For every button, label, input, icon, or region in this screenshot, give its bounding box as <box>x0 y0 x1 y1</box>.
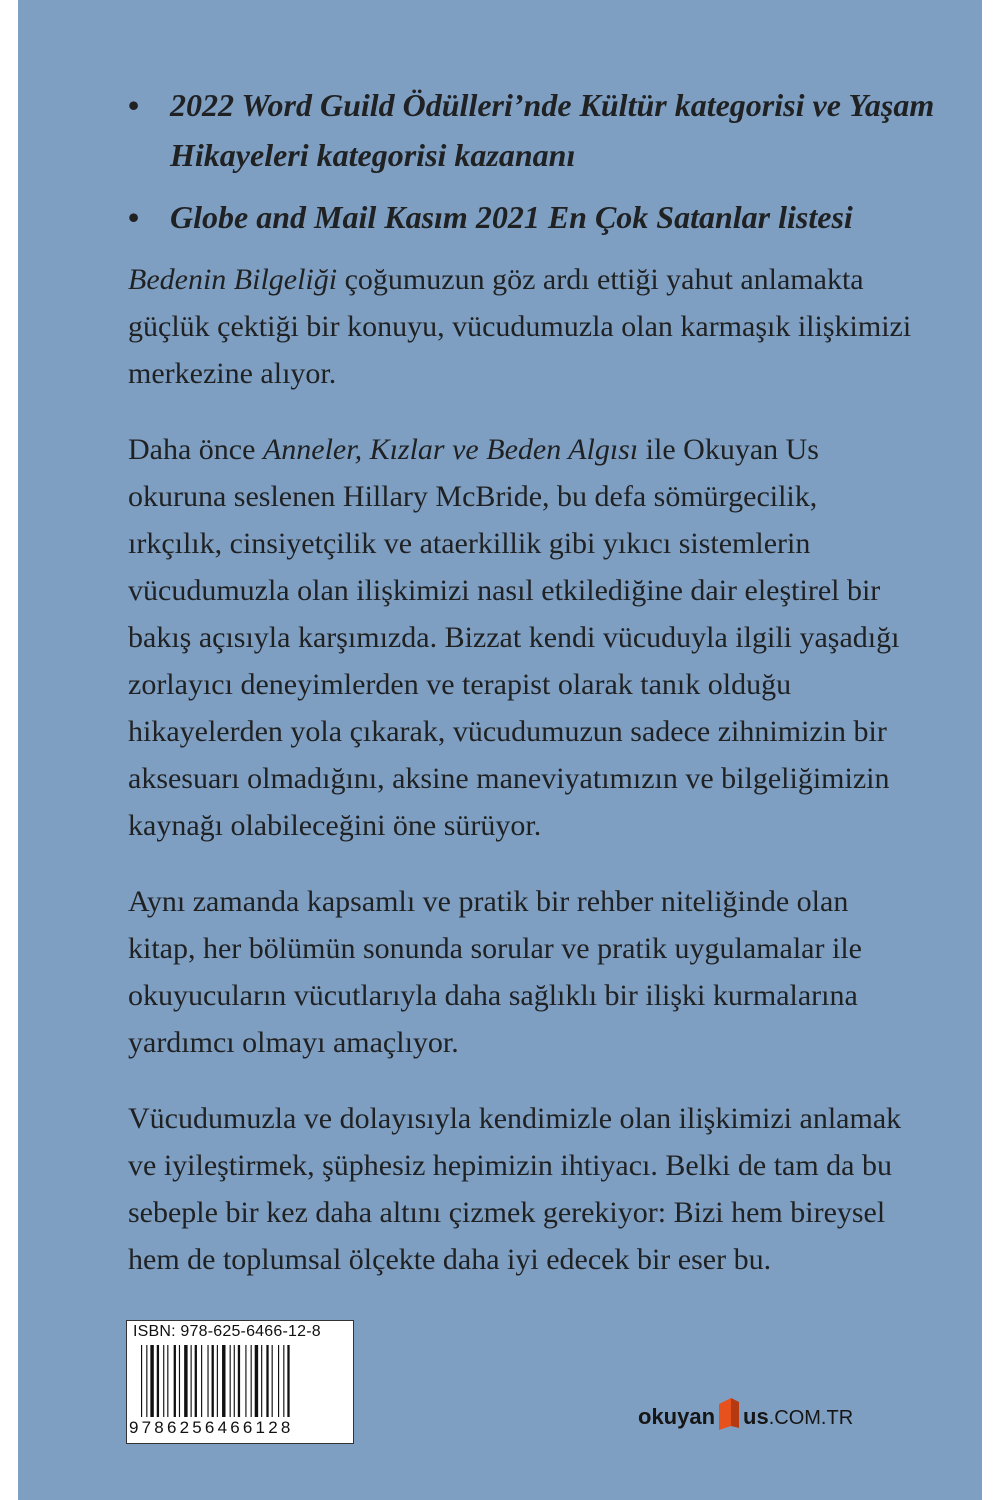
barcode-bar <box>255 1345 258 1417</box>
paragraph-2-lead: Daha önce <box>128 433 263 466</box>
barcode-bar <box>245 1345 246 1417</box>
barcode-bar <box>207 1345 208 1417</box>
barcode-bar <box>266 1345 268 1417</box>
award-text: 2022 Word Guild Ödülleri’nde Kültür kategorisi ve Yaşam Hikayeleri kategorisi kazananı <box>170 87 935 173</box>
publisher-domain: .COM.TR <box>768 1407 854 1429</box>
barcode-bar <box>238 1345 240 1417</box>
paragraph-2 <box>128 426 918 849</box>
barcode-bar <box>163 1345 164 1417</box>
barcode-bar <box>261 1345 262 1417</box>
book-title: Bedenin Bilgeliği <box>128 263 338 296</box>
barcode-bar <box>251 1345 252 1417</box>
award-item <box>128 192 948 242</box>
barcode-bar <box>283 1345 284 1417</box>
barcode-bar <box>146 1345 147 1417</box>
publisher-name-part1: okuyan <box>638 1404 716 1429</box>
paragraph-3: Aynı zamanda kapsamlı ve pratik bir rehber niteliğinde olan kitap, her bölümün sonunda sorular ve pratik uygulamalar ile okuyucuların vücutlarıyla daha sağlıklı bir ilişki kurmalarına yardımcı olmayı amaçlıyor. <box>128 885 862 1059</box>
barcode-bar <box>195 1345 197 1417</box>
barcode-bar <box>174 1345 176 1417</box>
bullet-marker: • <box>128 87 140 123</box>
barcode-bar <box>191 1345 192 1417</box>
previous-book-title: Anneler, Kızlar ve Beden Algısı <box>262 433 639 466</box>
barcode-bar <box>157 1345 159 1417</box>
paragraph-4: Vücudumuzla ve dolayısıyla kendimizle olan ilişkimizi anlamak ve iyileştirmek, şüphesiz hepimizin ihtiyacı. Belki de tam da bu sebeple bir kez daha altını çizmek gerekiyor: Bizi hem bireysel hem de toplumsal ölçekte daha iyi edecek bir eser bu. <box>128 1102 902 1276</box>
award-item <box>128 80 948 180</box>
barcode-bar <box>222 1345 225 1417</box>
barcode-bar <box>217 1345 218 1417</box>
barcode-bar <box>201 1345 202 1417</box>
book-mark-icon <box>717 1396 741 1430</box>
blurb <box>128 256 918 1312</box>
barcode-bar <box>230 1345 231 1417</box>
publisher-logo <box>638 1390 853 1430</box>
award-list <box>128 80 948 254</box>
paragraph-1-text: çoğumuzun göz ardı ettiği yahut anlamakta güçlük çektiği bir konuyu, vücudumuzla olan karmaşık ilişkimizi merkezine alıyor. <box>128 263 912 390</box>
barcode-bar <box>234 1345 235 1417</box>
barcode-bar <box>141 1345 142 1417</box>
barcode-bar <box>179 1345 180 1417</box>
publisher-name-part2: us <box>743 1404 769 1429</box>
paragraph-2-text: ile Okuyan Us okuruna seslenen Hillary McBride, bu defa sömürgecilik, ırkçılık, cinsiyetçilik ve ataerkillik gibi yıkıcı sistemlerin vücudumuzla olan ilişkimizi nasıl etkilediğine dair eleştirel bir bakış açısıyla karşımızda. Bizzat kendi vücuduyla ilgili yaşadığı zorlayıcı deneyimlerden ve terapist olarak tanık olduğu hikayelerden yola çıkarak, vücudumuzun sadece zihnimizin bir aksesuarı olmadığını, aksine maneviyatımızın ve bilgeliğimizin kaynağı olabileceğini öne sürüyor. <box>128 433 900 842</box>
back-cover <box>18 0 982 1500</box>
isbn-barcode <box>126 1320 354 1444</box>
barcode-bar <box>272 1345 273 1417</box>
award-text: Globe and Mail Kasım 2021 En Çok Satanlar listesi <box>170 199 853 235</box>
barcode-bars <box>141 1345 347 1417</box>
paragraph-1 <box>128 256 918 397</box>
barcode-bar <box>287 1345 289 1417</box>
barcode-bar <box>150 1345 153 1417</box>
barcode-bar <box>184 1345 187 1417</box>
barcode-bar <box>278 1345 279 1417</box>
isbn-label: ISBN: 978-625-6466-12-8 <box>133 1323 321 1340</box>
barcode-digits: 9786256466128 <box>129 1418 294 1437</box>
bullet-marker: • <box>128 199 140 235</box>
barcode-bar <box>212 1345 214 1417</box>
barcode-bar <box>167 1345 168 1417</box>
